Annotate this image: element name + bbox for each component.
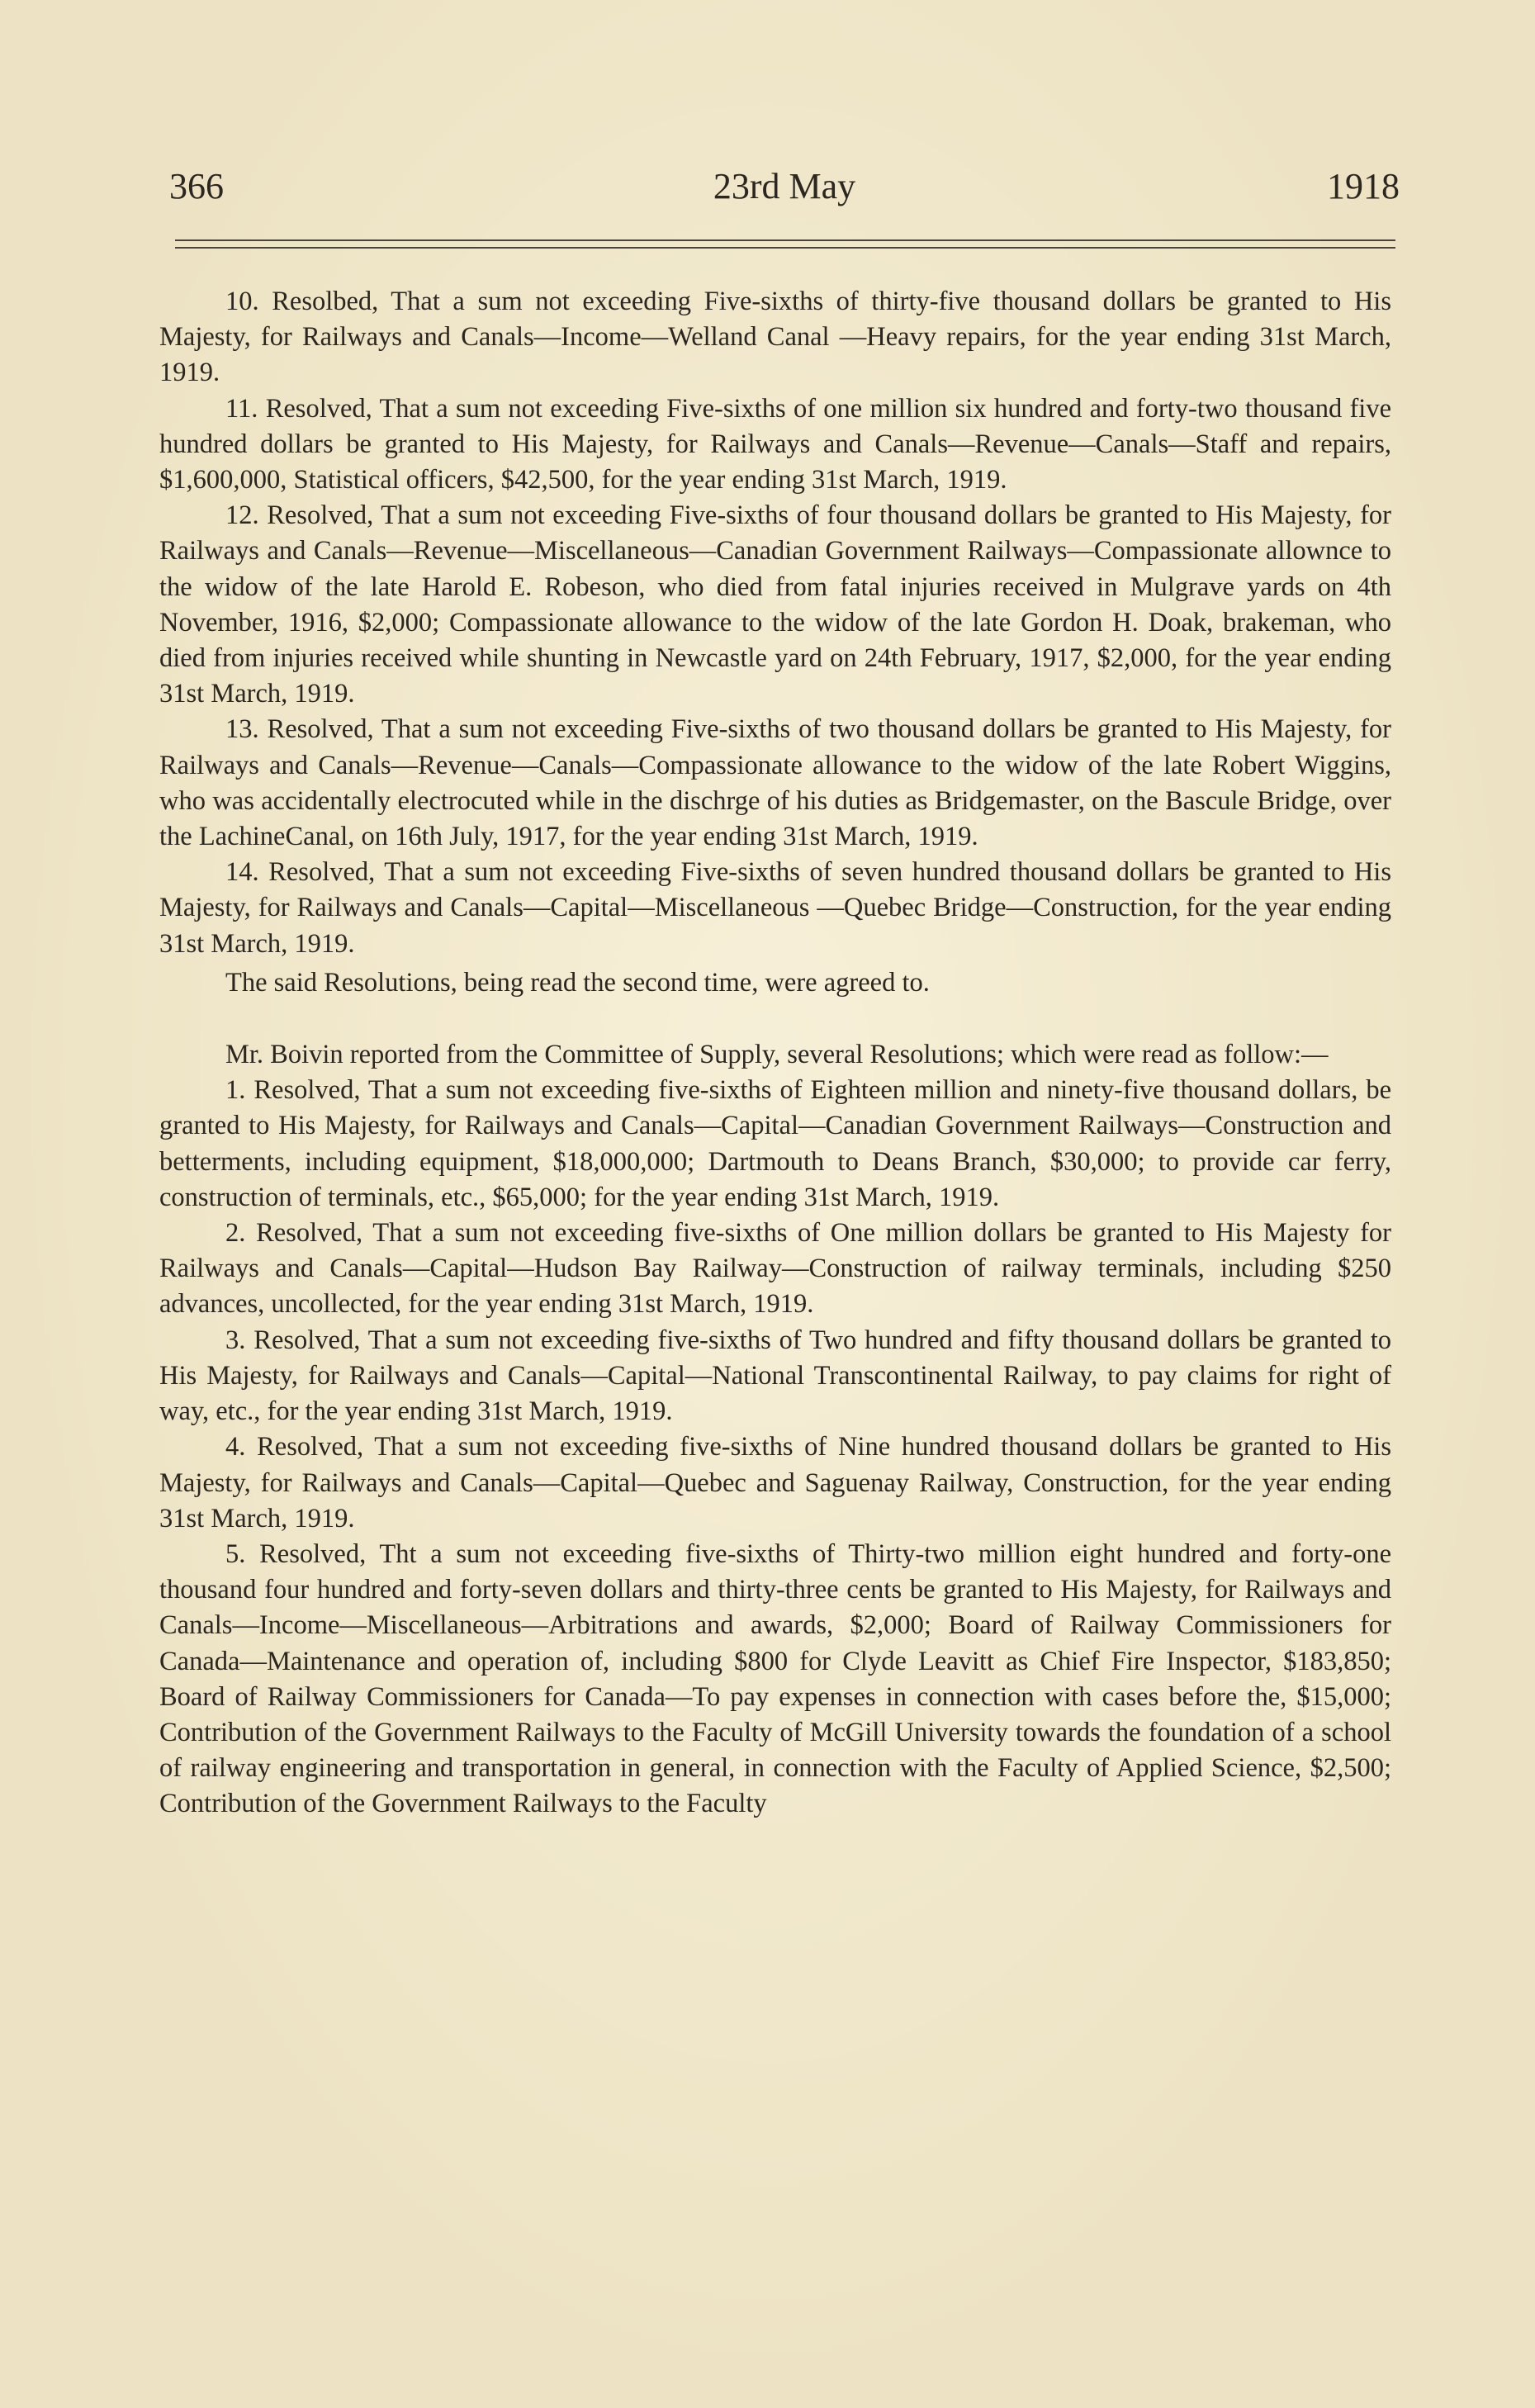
resolution-12: 12. Resolved, That a sum not exceeding Five-sixths of four thousand dollars be granted to His Majesty, for Railways and Canals—Revenue—Miscellaneous—Canadian Government Railways—Compassionate allownce to the widow of the late Harold E. Robeson, who died from fatal injuries received in Mulgrave yards on 4th November, 1916, $2,000; Compassionate allowance to the widow of the late Gordon H. Doak, brakeman, who died from injuries received while shunting in Newcastle yard on 24th February, 1917, $2,000, for the year ending 31st March, 1919. [159,500,1391,709]
resolution-14: 14. Resolved, That a sum not exceeding Five-sixths of seven hundred thousand dollars be granted to His Majesty, for Railways and Canals—Capital—Miscellaneous —Quebec Bridge—Construction, for the year ending 31st March, 1919. [159,857,1391,959]
resolution-5: 5. Resolved, Tht a sum not exceeding five-sixths of Thirty-two million eight hundred and forty-one thousand four hundred and forty-seven dollars and thirty-three cents be granted to His Majesty, for Railways and Canals—Income—Miscellaneous—Arbitrations and awards, $2,000; Board of Railway Commissioners for Canada—Maintenance and operation of, including $800 for Clyde Leavitt as Chief Fire Inspector, $183,850; Board of Railway Commissioners for Canada—To pay expenses in connection with cases before the, $15,000; Contribution of the Government Railways to the Faculty of McGill University towards the foundation of a school of railway engineering and transportation in general, in connection with the Faculty of Applied Science, $2,500; Contribution of the Government Railways to the Faculty [159,1538,1391,1819]
resolution-1: 1. Resolved, That a sum not exceeding five-sixths of Eighteen million and ninety-five thousand dollars, be granted to His Majesty, for Railways and Canals—Capital—Canadian Government Railways—Construction and betterments, including equipment, $18,000,000; Dartmouth to Deans Branch, $30,000; to provide car ferry, construction of terminals, etc., $65,000; for the year ending 31st March, 1919. [159,1075,1391,1212]
page-year: 1918 [1327,166,1400,206]
agreement-statement: The said Resolutions, being read the second time, were agreed to. [225,967,930,998]
committee-report: Mr. Boivin reported from the Committee of Supply, several Resolutions; which were read as follow:— [225,1040,1329,1070]
page-header [169,162,1400,211]
resolution-13: 13. Resolved, That a sum not exceeding Five-sixths of two thousand dollars be granted to His Majesty, for Railways and Canals—Revenue—Canals—Compassionate allowance to the widow of the late Robert Wiggins, who was accidentally electrocuted while in the dischrge of his duties as Bridgemaster, on the Bascule Bridge, over the LachineCanal, on 16th July, 1917, for the year ending 31st March, 1919. [159,714,1391,852]
resolution-10: 10. Resolbed, That a sum not exceeding Five-sixths of thirty-five thousand dollars be granted to His Majesty, for Railways and Canals—Income—Welland Canal —Heavy repairs, for the year ending 31st March, 1919. [159,287,1391,388]
page-date: 23rd May [713,166,856,206]
header-rule-bottom [175,247,1395,249]
header-rule-top [175,239,1395,241]
page-number: 366 [169,166,224,206]
document-body [159,284,1391,1823]
resolution-11: 11. Resolved, That a sum not exceeding Five-sixths of one million six hundred and forty-two thousand five hundred dollars be granted to His Majesty, for Railways and Canals—Revenue—Canals—Staff and repairs, $1,600,000, Statistical officers, $42,500, for the year ending 31st March, 1919. [159,393,1391,495]
resolution-3: 3. Resolved, That a sum not exceeding five-sixths of Two hundred and fifty thousand dollars be granted to His Majesty, for Railways and Canals—Capital—National Transcontinental Railway, to pay claims for right of way, etc., for the year ending 31st March, 1919. [159,1325,1391,1427]
resolution-2: 2. Resolved, That a sum not exceeding five-sixths of One million dollars be granted to His Majesty for Railways and Canals—Capital—Hudson Bay Railway—Construction of railway terminals, including $250 advances, uncollected, for the year ending 31st March, 1919. [159,1218,1391,1320]
resolution-4: 4. Resolved, That a sum not exceeding five-sixths of Nine hundred thousand dollars be granted to His Majesty, for Railways and Canals—Capital—Quebec and Saguenay Railway, Construction, for the year ending 31st March, 1919. [159,1432,1391,1533]
